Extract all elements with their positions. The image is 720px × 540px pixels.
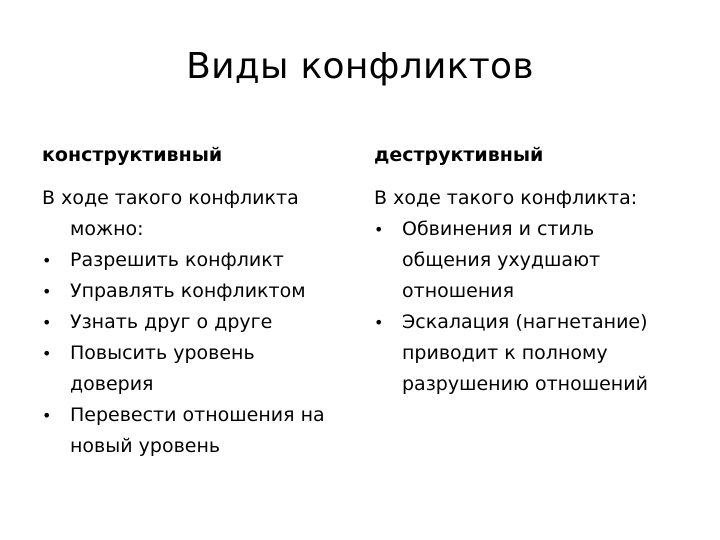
- bullet-icon: •: [42, 406, 52, 425]
- bullet-icon: •: [374, 220, 384, 239]
- list-item: [374, 214, 674, 307]
- bullet-icon: •: [42, 251, 52, 270]
- list-item-text: Перевести отношения на новый уровень: [70, 404, 325, 457]
- list-item: [42, 276, 342, 307]
- list-item: [42, 338, 342, 400]
- list-item: [42, 245, 342, 276]
- list-item-text: Разрешить конфликт: [70, 249, 284, 271]
- list-item-text: Обвинения и стиль общения ухудшают отношения: [402, 218, 601, 302]
- destructive-heading: деструктивный: [374, 144, 544, 166]
- list-item: [374, 307, 674, 400]
- list-item: [42, 307, 342, 338]
- bullet-icon: •: [42, 313, 52, 332]
- bullet-icon: •: [42, 344, 52, 363]
- constructive-list: [42, 245, 342, 462]
- slide-title: Виды конфликтов: [186, 46, 534, 87]
- constructive-intro: В ходе такого конфликта можно:: [42, 187, 299, 240]
- constructive-heading: конструктивный: [42, 144, 223, 166]
- destructive-list: [374, 214, 674, 400]
- list-item-text: Управлять конфликтом: [70, 280, 306, 302]
- destructive-intro: В ходе такого конфликта:: [374, 187, 638, 209]
- list-item-text: Эскалация (нагнетание) приводит к полному разрушению отношений: [402, 311, 648, 395]
- destructive-column: [374, 140, 674, 400]
- list-item: [42, 400, 342, 462]
- list-item-text: Повысить уровень доверия: [70, 342, 255, 395]
- bullet-icon: •: [42, 282, 52, 301]
- list-item-text: Узнать друг о друге: [70, 311, 273, 333]
- bullet-icon: •: [374, 313, 384, 332]
- constructive-column: [42, 140, 342, 462]
